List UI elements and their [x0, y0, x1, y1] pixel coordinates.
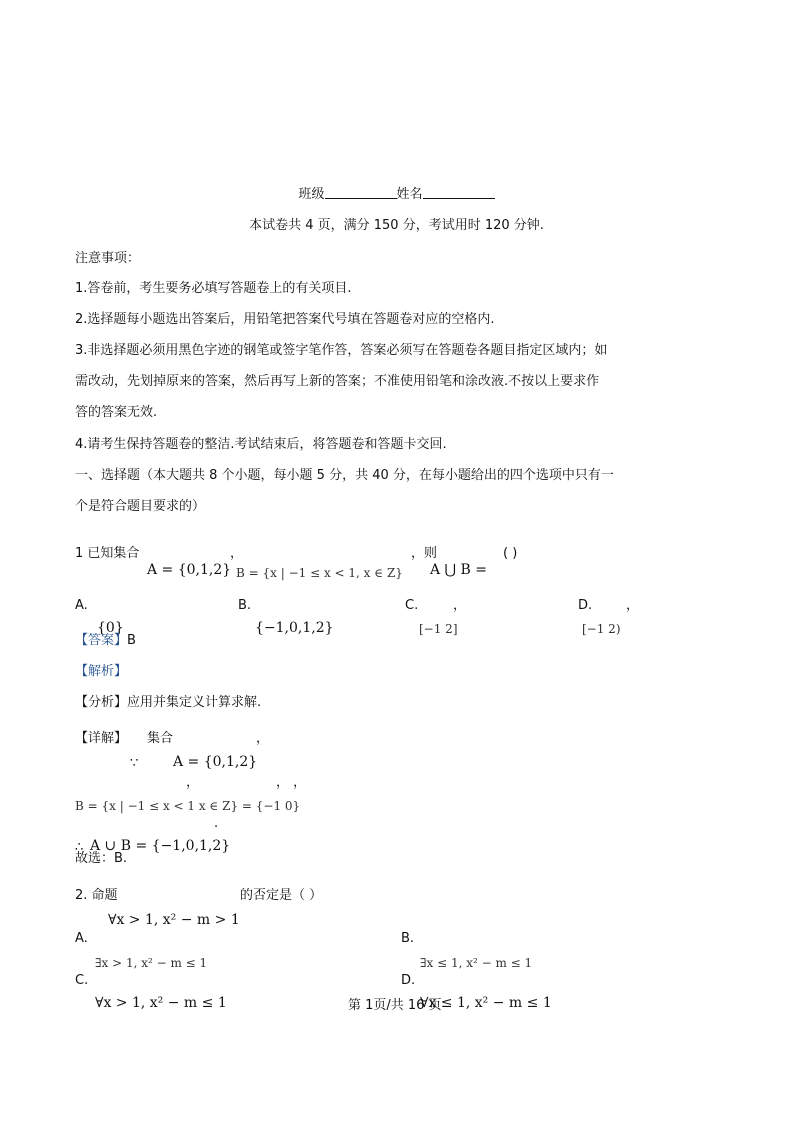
- detail-set-a: A = {0,1,2}: [173, 754, 258, 770]
- q1-option-d-comma: ，: [626, 598, 640, 613]
- class-label: 班级: [298, 187, 325, 202]
- q1-option-b-label: B.: [238, 598, 252, 613]
- therefore-symbol: ∴: [75, 840, 84, 855]
- class-name-line: [0, 186, 793, 203]
- q1-comma: ，: [230, 546, 244, 561]
- q2-option-a-value: ∃x > 1, x² − m ≤ 1: [95, 956, 208, 970]
- q1-option-c-comma: ，: [453, 598, 467, 613]
- name-label: 姓名: [396, 187, 423, 202]
- fenxi-tag: 【分析】: [75, 695, 128, 710]
- q1-stem: 1 已知集合: [75, 546, 140, 561]
- q1-option-d-value: [−1 2): [582, 622, 621, 636]
- q1-option-c-value: [−1 2]: [419, 622, 458, 636]
- q2-proposition: ∀x > 1, x² − m > 1: [108, 912, 240, 928]
- q1-option-a-label: A.: [75, 598, 88, 613]
- q1-then: ，则: [411, 546, 438, 561]
- q1-option-c-label: C.: [405, 598, 419, 613]
- detail-tag: 【详解】: [75, 731, 128, 746]
- fenxi-line: [75, 695, 261, 711]
- q1-option-a-value: {0}: [97, 620, 124, 636]
- answer-value: B: [127, 633, 136, 648]
- detail-set-b: B = {x | −1 ≤ x < 1 x ∈ Z} = {−1 0}: [75, 799, 301, 813]
- note-item-1: 1.答卷前，考生要务必填写答题卷上的有关项目.: [75, 281, 352, 296]
- note-item-2: 2.选择题每小题选出答案后，用铅笔把答案代号填在答题卷对应的空格内.: [75, 312, 495, 327]
- note-item-3-line-2: 需改动，先划掉原来的答案，然后再写上新的答案；不准使用铅笔和涂改液.不按以上要求作: [75, 374, 600, 389]
- detail-comma-row: ，: [186, 775, 200, 790]
- name-blank: [423, 186, 495, 199]
- q1-set-a: A = {0,1,2}: [147, 562, 232, 578]
- note-item-3-line-3: 答的答案无效.: [75, 405, 158, 420]
- q2-option-a-label: A.: [75, 931, 88, 946]
- q2-option-b-label: B.: [401, 931, 415, 946]
- detail-text: 集合: [147, 731, 174, 746]
- page-footer: 第 1页/共 16 页: [348, 998, 442, 1013]
- section-heading-line-1: 一、选择题（本大题共 8 个小题，每小题 5 分，共 40 分，在每小题给出的四个选项中只有一: [75, 468, 614, 483]
- q1-answer-line: [75, 633, 136, 649]
- analysis-tag: 【解析】: [75, 664, 128, 679]
- q2-option-b-value: ∃x ≤ 1, x² − m ≤ 1: [420, 956, 533, 970]
- q2-option-c-label: C.: [75, 973, 89, 988]
- class-blank: [325, 186, 397, 199]
- detail-comma-row-2: ， ，: [276, 775, 307, 790]
- choose-line: 故选：B.: [75, 851, 128, 866]
- q1-set-b: B = {x | −1 ≤ x < 1, x ∈ Z}: [236, 566, 403, 580]
- q1-option-d-label: D.: [578, 598, 593, 613]
- q1-option-b-value: {−1,0,1,2}: [255, 620, 334, 636]
- q1-union: A ⋃ B =: [430, 562, 487, 578]
- exam-info: 本试卷共 4 页，满分 150 分，考试用时 120 分钟.: [249, 218, 544, 233]
- note-item-4: 4.请考生保持答题卷的整洁.考试结束后，将答题卷和答题卡交回.: [75, 437, 447, 452]
- detail-comma: ，: [256, 731, 270, 746]
- section-heading-line-2: 个是符合题目要求的）: [75, 499, 206, 514]
- detail-period: .: [214, 816, 219, 831]
- fenxi-text: 应用并集定义计算求解.: [127, 695, 262, 710]
- q2-option-d-label: D.: [401, 973, 416, 988]
- q2-option-c-value: ∀x > 1, x² − m ≤ 1: [95, 995, 227, 1011]
- notes-title: 注意事项：: [75, 251, 141, 266]
- q1-paren: ( ): [503, 546, 518, 561]
- q2-stem-tail: 的否定是（ ）: [240, 888, 323, 903]
- q2-stem: 2. 命题: [75, 888, 118, 903]
- detail-result: A ∪ B = {−1,0,1,2}: [90, 838, 231, 854]
- q2-option-d-value: ∀x ≤ 1, x² − m ≤ 1: [420, 995, 552, 1011]
- answer-tag: 【答案】: [75, 633, 128, 648]
- because-symbol: ∵: [130, 756, 139, 771]
- note-item-3-line-1: 3.非选择题必须用黑色字迹的钢笔或签字笔作答，答案必须写在答题卷各题目指定区域内；如: [75, 343, 608, 358]
